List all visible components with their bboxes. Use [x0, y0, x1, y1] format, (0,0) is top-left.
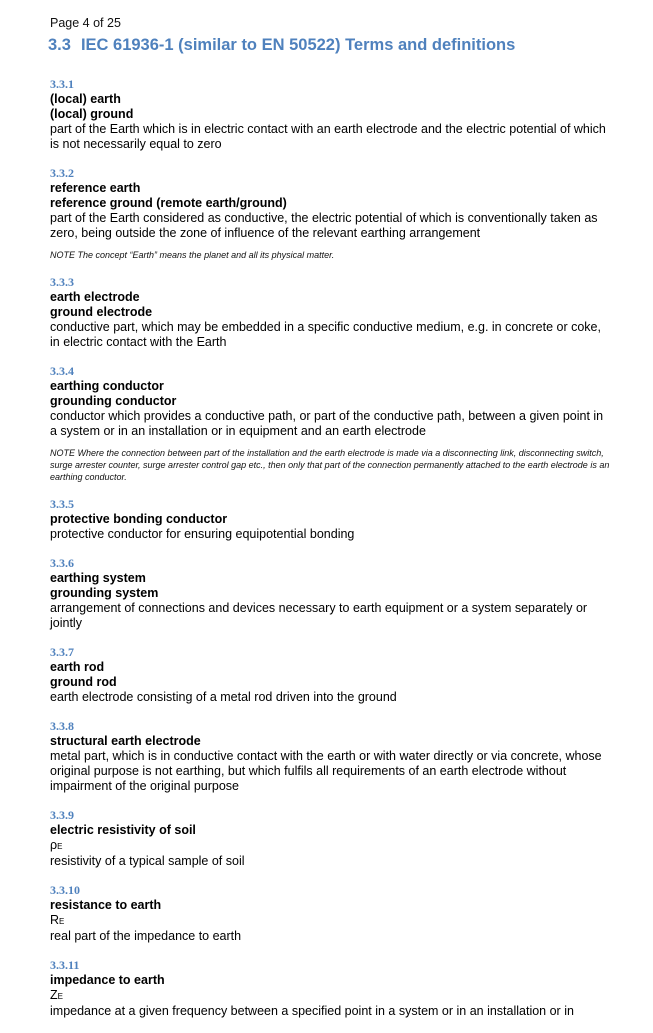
entry-note: NOTE The concept “Earth” means the planet and all its physical matter.: [50, 250, 335, 260]
entry-term: earthing system: [50, 571, 146, 585]
entry-term: resistance to earth: [50, 898, 162, 912]
definition-entry: [50, 883, 610, 944]
entry-definition: arrangement of connections and devices necessary to earth equipment or a system separately or jointly: [50, 601, 588, 630]
entry-number: 3.3.1: [50, 77, 74, 91]
entry-definition: conductor which provides a conductive path, or part of the conductive path, between a given point in a system or in an installation or in equipment and an earth electrode: [50, 409, 604, 438]
entry-term: electric resistivity of soil: [50, 823, 196, 837]
definition-entry: [50, 275, 610, 350]
entry-definition: protective conductor for ensuring equipotential bonding: [50, 527, 355, 541]
definitions-list: [50, 77, 610, 1019]
entry-term: earth rod: [50, 660, 105, 674]
symbol-subscript: E: [57, 842, 63, 851]
entry-symbol: [50, 988, 610, 1004]
section-number: 3.3: [48, 36, 71, 54]
entry-definition: part of the Earth which is in electric contact with an earth electrode and the electric potential of which is not necessarily equal to zero: [50, 122, 606, 151]
definition-entry: [50, 808, 610, 869]
symbol-base: ρ: [50, 838, 58, 852]
definition-entry: [50, 556, 610, 631]
definition-entry: [50, 166, 610, 261]
entry-term: ground rod: [50, 675, 117, 689]
definition-entry: [50, 645, 610, 705]
entry-number: 3.3.2: [50, 166, 74, 180]
section-title-text: IEC 61936-1 (similar to EN 50522) Terms and definitions: [80, 36, 516, 54]
entry-term: grounding conductor: [50, 394, 177, 408]
entry-number: 3.3.9: [50, 808, 74, 822]
page-number: Page 4 of 25: [50, 16, 121, 30]
entry-symbol: [50, 838, 610, 854]
entry-term: reference earth: [50, 181, 141, 195]
entry-term: reference ground (remote earth/ground): [50, 196, 287, 210]
definition-entry: [50, 719, 610, 794]
entry-definition: impedance at a given frequency between a specified point in a system or in an installation or in: [50, 1004, 574, 1018]
entry-definition: conductive part, which may be embedded in a specific conductive medium, e.g. in concrete or coke, in electric contact with the Earth: [50, 320, 601, 349]
entry-term: impedance to earth: [50, 973, 165, 987]
entry-definition: earth electrode consisting of a metal rod driven into the ground: [50, 690, 397, 704]
entry-term: ground electrode: [50, 305, 153, 319]
section-title: [48, 35, 610, 55]
entry-number: 3.3.5: [50, 497, 74, 511]
definition-entry: [50, 958, 610, 1019]
symbol-subscript: E: [57, 992, 63, 1001]
entry-definition: resistivity of a typical sample of soil: [50, 854, 245, 868]
entry-term: earth electrode: [50, 290, 140, 304]
definition-entry: [50, 497, 610, 542]
entry-term: grounding system: [50, 586, 159, 600]
entry-definition: real part of the impedance to earth: [50, 929, 242, 943]
entry-term: structural earth electrode: [50, 734, 201, 748]
entry-number: 3.3.4: [50, 364, 74, 378]
entry-number: 3.3.11: [50, 958, 80, 972]
document-page: [50, 16, 610, 1033]
entry-term: earthing conductor: [50, 379, 164, 393]
entry-number: 3.3.8: [50, 719, 74, 733]
entry-number: 3.3.10: [50, 883, 80, 897]
symbol-base: R: [50, 913, 60, 927]
entry-term: (local) earth: [50, 92, 121, 106]
definition-entry: [50, 77, 610, 152]
symbol-subscript: E: [59, 917, 65, 926]
entry-note: NOTE Where the connection between part of the installation and the earth electrode is made via a disconnecting link, disconnecting switch, surge arrester counter, surge arrester control gap etc., then only that part of the connection permanently attached to the earth electrode is an earthing conductor.: [50, 448, 610, 482]
entry-number: 3.3.7: [50, 645, 74, 659]
entry-number: 3.3.3: [50, 275, 74, 289]
definition-entry: [50, 364, 610, 483]
entry-term: (local) ground: [50, 107, 134, 121]
entry-symbol: [50, 913, 610, 929]
symbol-base: Z: [50, 988, 58, 1002]
entry-definition: part of the Earth considered as conductive, the electric potential of which is conventionally taken as zero, being outside the zone of influence of the relevant earthing arrangement: [50, 211, 598, 240]
entry-term: protective bonding conductor: [50, 512, 228, 526]
entry-number: 3.3.6: [50, 556, 74, 570]
entry-definition: metal part, which is in conductive contact with the earth or with water directly or via concrete, whose original purpose is not earthing, but which fulfils all requirements of an earth electrode without impairment of the original purpose: [50, 749, 602, 793]
